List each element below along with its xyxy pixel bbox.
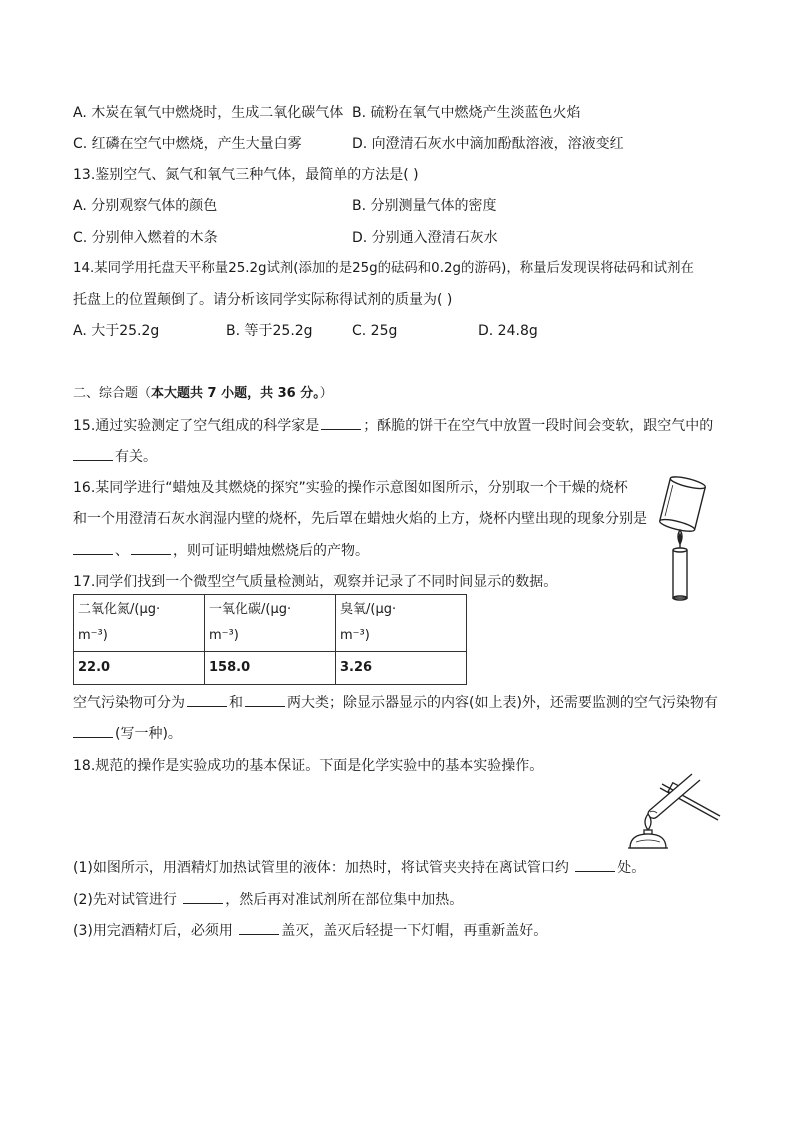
section-heading-bold: 本大题共 7 小题，共 36 分。 [151,386,320,401]
q15-blank-1[interactable] [321,415,361,430]
q17-blank-3[interactable] [73,723,113,738]
q16-line3 [73,540,369,561]
q18-sub1-a: (1)如图所示，用酒精灯加热试管里的液体：加热时，将试管夹夹持在离试管口约 [73,860,574,876]
header-o3-line1: 臭氧/(μg· [340,602,397,617]
q13-stem: 13.鉴别空气、氮气和氧气三种气体，最简单的方法是( ) [73,167,419,183]
q12-option-d: D. 向澄清石灰水中滴加酚酞溶液，溶液变红 [352,136,624,152]
q18-sub2-a: (2)先对试管进行 [73,892,182,908]
q12-option-c: C. 红磷在空气中燃烧，产生大量白雾 [73,136,302,152]
q15-line2 [73,446,157,467]
q12-option-b: B. 硫粉在氧气中燃烧产生淡蓝色火焰 [352,105,581,121]
q17-after-c: 两大类；除显示器显示的内容(如上表)外，还需要监测的空气污染物有 [287,695,718,711]
candle-beaker-figure [650,476,714,602]
q17-after-a: 空气污染物可分为 [73,695,185,711]
q13-option-b: B. 分别测量气体的密度 [352,198,497,214]
header-no2-line2: m⁻³) [78,628,108,643]
q14-stem-line2: 托盘上的位置颠倒了。请分析该同学实际称得试剂的质量为( ) [73,292,453,308]
q15-text-a: 15.通过实验测定了空气组成的科学家是 [73,418,320,434]
q13-option-c: C. 分别伸入燃着的木条 [73,230,218,246]
q18-sub1-b: 处。 [617,860,646,876]
q16-separator: 、 [115,543,129,559]
q17-after-line2 [73,723,182,744]
q16-line2: 和一个用澄清石灰水润湿内壁的烧杯，先后罩在蜡烛火焰的上方，烧杯内壁出现的现象分别是 [73,511,647,527]
q18-sub3 [73,920,547,941]
header-o3-line2: m⁻³) [340,628,370,643]
q14-option-d: D. 24.8g [478,323,538,339]
q18-sub3-a: (3)用完酒精灯后，必须用 [73,923,238,939]
q16-blank-2[interactable] [131,540,171,555]
q18-sub3-b: 盖灭，盖灭后轻提一下灯帽，再重新盖好。 [281,923,548,939]
section-heading [73,384,333,404]
header-co-line1: 一氧化碳/(μg· [209,602,292,617]
q13-option-a: A. 分别观察气体的颜色 [73,198,218,214]
q18-sub2-b: ，然后再对准试剂所在部位集中加热。 [225,892,464,908]
q14-option-c: C. 25g [352,323,398,339]
q18-blank-2[interactable] [183,889,223,904]
table-header-cell [74,595,205,652]
air-quality-table [73,594,467,685]
section-heading-prefix: 二、综合题（ [73,386,152,401]
q17-after-line2-text: (写一种)。 [115,726,182,742]
q17-after-b: 和 [229,695,243,711]
q17-after-line1 [73,692,718,713]
q15-line1 [73,415,713,436]
q16-blank-1[interactable] [73,540,113,555]
table-header-cell [336,595,467,652]
table-header-cell [205,595,336,652]
q16-line3-end: ，则可证明蜡烛燃烧后的产物。 [173,543,369,559]
q18-blank-1[interactable] [575,857,615,872]
table-cell-o3: 3.26 [336,652,467,685]
q18-sub1 [73,857,645,878]
q17-stem: 17.同学们找到一个微型空气质量检测站，观察并记录了不同时间显示的数据。 [73,574,558,590]
q14-option-a: A. 大于25.2g [73,323,160,339]
q14-stem-line1: 14.某同学用托盘天平称量25.2g试剂(添加的是25g的砝码和0.2g的游码)，称量后发现误将砝码和试剂在 [73,261,694,276]
header-no2-line1: 二氧化氮/(μg· [78,602,161,617]
q18-blank-3[interactable] [239,920,279,935]
q17-blank-2[interactable] [245,692,285,707]
q16-line1: 16.某同学进行“蜡烛及其燃烧的探究”实验的操作示意图如图所示，分别取一个干燥的烧杯 [73,480,628,496]
table-cell-co: 158.0 [205,652,336,685]
q15-blank-2[interactable] [73,446,113,461]
q15-text-b: ；酥脆的饼干在空气中放置一段时间会变软，跟空气中的 [363,418,714,434]
q18-sub2 [73,889,463,910]
q12-option-a: A. 木炭在氧气中燃烧时，生成二氧化碳气体 [73,105,344,121]
table-header-row [74,595,467,652]
q15-text-c: 有关。 [115,449,157,465]
header-co-line2: m⁻³) [209,628,239,643]
q18-stem: 18.规范的操作是实验成功的基本保证。下面是化学实验中的基本实验操作。 [73,758,544,774]
q13-option-d: D. 分别通入澄清石灰水 [352,230,498,246]
q14-option-b: B. 等于25.2g [226,323,313,339]
table-row [74,652,467,685]
q17-blank-1[interactable] [187,692,227,707]
table-cell-no2: 22.0 [74,652,205,685]
alcohol-lamp-heating-figure [620,770,724,850]
section-heading-suffix: ） [319,386,333,401]
